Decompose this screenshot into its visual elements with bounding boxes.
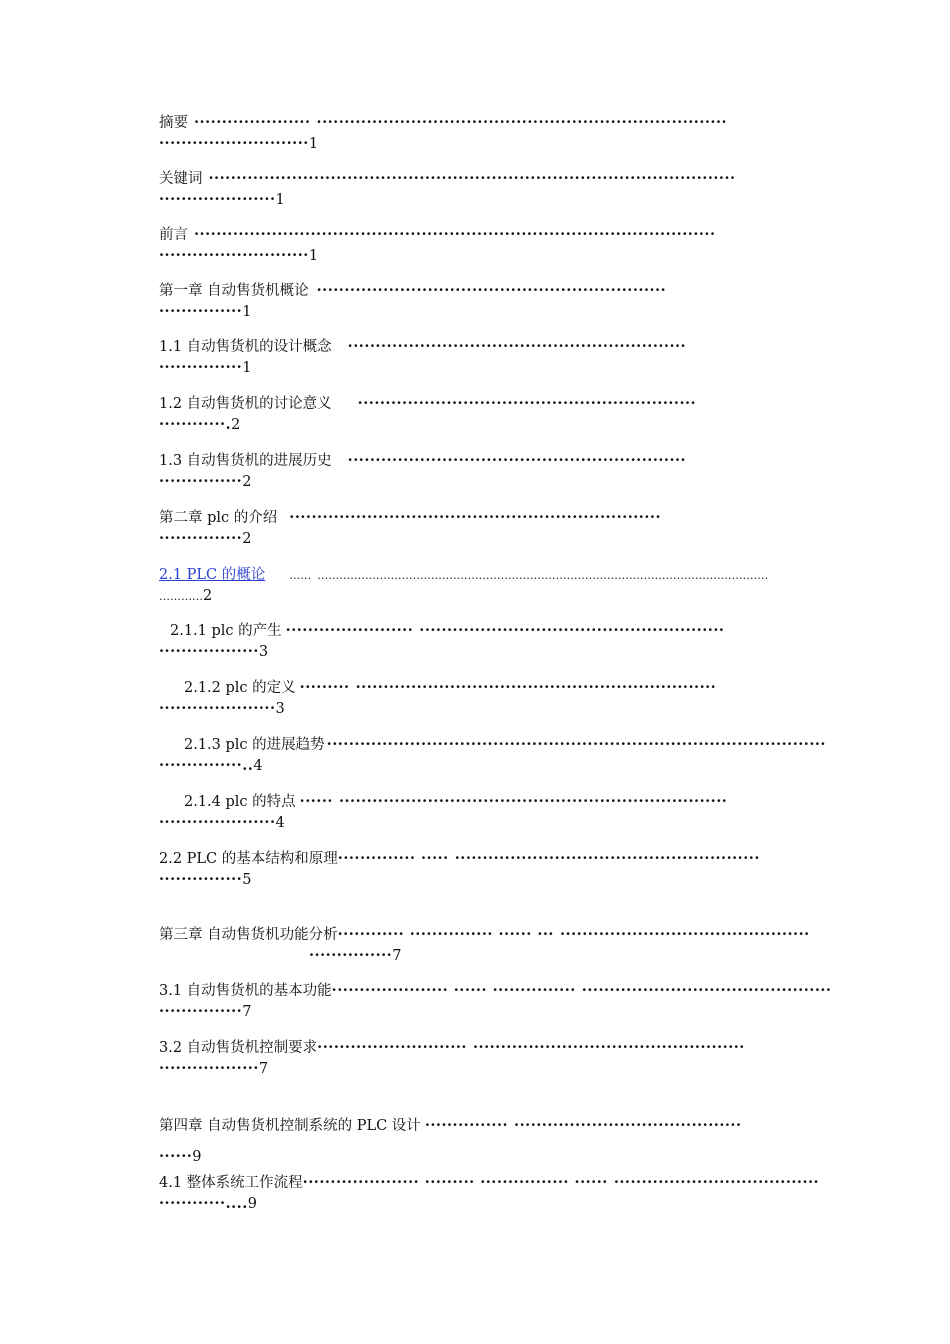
toc-page-number: 1 [242,360,252,376]
leader-dots: ············.... [159,1195,248,1212]
toc-entry [159,620,839,662]
toc-entry-title: 第三章 自动售货机功能分析 [159,927,338,943]
leader-dots: ······················································· [454,850,760,867]
leader-dots: ····················· [194,114,311,131]
toc-page-number: 2 [203,588,213,604]
toc-entry-continuation [159,870,839,890]
toc-entry-title: 第一章 自动售货机概论 [159,283,309,299]
toc-page-number: 5 [242,872,252,888]
toc-entry-line [159,507,839,529]
toc-entry-line [159,620,839,642]
leader-dots: ··································································· [289,509,661,526]
leader-dots: ············ ··············· ······ ··· [337,926,554,943]
toc-entry [159,924,839,966]
toc-entry [159,280,839,322]
toc-entry-title: 1.1 自动售货机的设计概念 [159,339,332,355]
toc-entry-line [159,564,839,586]
toc-page-number: 1 [242,304,252,320]
leader-dots: ··························· [317,1039,467,1056]
leader-dots: ··············· [159,530,243,547]
toc-entry-continuation [159,586,839,606]
toc-entry [159,1115,839,1167]
leader-dots: ············. [159,416,232,433]
toc-entry [159,1172,839,1214]
toc-page-number: 2 [231,417,241,433]
leader-dots: ··························· [159,135,309,152]
leader-dots: ····················· [159,814,276,831]
toc-entry [159,1037,839,1079]
leader-dots: ··············· [159,303,243,320]
leader-dots: ········································· [514,1117,742,1134]
toc-entry-continuation [159,642,839,662]
toc-entry-title: 3.1 自动售货机的基本功能 [159,983,332,999]
toc-entry-continuation [159,1059,839,1079]
leader-dots: ·························································································· [326,736,826,753]
leader-dots: ······································································ [338,793,728,810]
toc-entry-line [159,734,839,756]
leader-dots: ····················· ······ ··············· [331,982,576,999]
toc-page-number: 4 [275,815,285,831]
leader-dots: ····························································· [347,338,687,355]
leader-dots: ·········································································· [316,114,728,131]
leader-dots: ····························································· [357,395,697,412]
toc-entry-title: 2.1.4 plc 的特点 [184,794,296,810]
toc-entry-continuation [159,1002,839,1022]
toc-page-number: 1 [275,192,285,208]
leader-dots: ·················· [159,1060,259,1077]
toc-entry-line [159,168,839,190]
leader-dots: ····················· [159,700,276,717]
toc-entry-continuation [159,529,839,549]
toc-entry-title: 2.1.1 plc 的产生 [170,623,282,639]
leader-dots: …… [289,569,312,582]
leader-dots: ······················································· [419,622,725,639]
toc-entry-continuation [159,415,839,435]
leader-dots: ………… [159,590,203,603]
toc-entry-title: 第二章 plc 的介绍 [159,510,278,526]
toc-entry-continuation [159,1194,839,1214]
toc-entry-title: 2.2 PLC 的基本结构和原理 [159,851,338,867]
toc-entry-title: 关键词 [159,171,203,187]
leader-dots: ······························································································· [208,170,736,187]
toc-entry-title: 前言 [159,227,188,243]
toc-page-number: 2 [242,531,252,547]
leader-dots: ············································· [581,982,832,999]
leader-dots: ····················· ········· ················ ······ [302,1174,608,1191]
toc-entry-continuation [159,1147,839,1167]
leader-dots: ················································· [472,1039,745,1056]
toc-entry-title: 2.1.3 plc 的进展趋势 [184,737,325,753]
toc-entry-title: 3.2 自动售货机控制要求 [159,1040,318,1056]
leader-dots: ······················· [285,622,414,639]
toc-entry-continuation [159,246,839,266]
toc-entry-continuation [159,134,839,154]
toc-page-number: 1 [308,248,319,264]
toc-entry [159,168,839,210]
toc-entry-line [159,980,839,1002]
toc-entry-line [159,280,839,302]
toc-entry-continuation [159,813,839,833]
toc-entry [159,450,839,492]
toc-entry-title: 2.1.2 plc 的定义 [184,680,296,696]
leader-dots: ···············.. [159,757,254,774]
toc-page-number: 9 [247,1196,258,1212]
toc-entry [159,112,839,154]
toc-entry-line [159,112,839,134]
toc-entry [159,507,839,549]
toc-entry-line [159,1115,839,1137]
toc-page-number: 2 [242,474,252,490]
toc-entry-continuation [159,358,839,378]
toc-entry [159,791,839,833]
leader-dots: ··············· [159,359,243,376]
toc-entry-line [159,677,839,699]
leader-dots: ································································· [355,679,717,696]
toc-page-number: 3 [275,701,285,717]
leader-dots: ·················· [159,643,259,660]
toc-entry-title: 1.2 自动售货机的讨论意义 [159,396,332,412]
toc-page-number: 1 [308,136,319,152]
toc-entry-line [159,1172,839,1194]
toc-entry-continuation [159,302,839,322]
toc-entry [159,734,839,776]
leader-dots: ··························· [159,247,309,264]
toc-entry-line [159,336,839,358]
toc-entry [159,980,839,1022]
toc-entry-continuation [159,699,839,719]
leader-dots: ····················· [159,191,276,208]
leader-dots: ······ [299,793,333,810]
leader-dots: ······························································· [316,282,667,299]
leader-dots: ··············· [309,947,393,964]
toc-entry-continuation [159,756,839,776]
toc-entry-title: 摘要 [159,115,188,131]
toc-page-number: 3 [258,644,269,660]
leader-dots: ············································· [560,926,810,943]
leader-dots: ······ [159,1148,193,1165]
toc-entry-line [159,224,839,246]
toc-page-number: 7 [258,1061,269,1077]
toc-page-number: 7 [392,948,402,964]
leader-dots: ·············· ····· [337,850,449,867]
toc-entry-line [159,393,839,415]
toc-entry-line [159,1037,839,1059]
toc-entry-title: 4.1 整体系统工作流程 [159,1175,303,1191]
toc-entry-continuation [159,472,839,492]
toc-entry-line [159,450,839,472]
leader-dots: ··············· [159,871,243,888]
leader-dots: ····································· [613,1174,820,1191]
toc-entry [159,677,839,719]
toc-entry-line [159,924,839,946]
toc-entry-line [159,848,839,870]
toc-entry-title[interactable]: 2.1 PLC 的概论 [159,567,266,583]
toc-entry-title: 1.3 自动售货机的进展历史 [159,453,332,469]
leader-dots: ······························································································ [194,226,716,243]
toc-entry [159,393,839,435]
leader-dots: ········· [299,679,350,696]
leader-dots: ··············· [159,473,243,490]
toc-entry [159,224,839,266]
toc-entry [159,848,839,890]
toc-entry-continuation [159,190,839,210]
toc-entry-continuation [159,946,839,966]
leader-dots: ··············· [159,1003,243,1020]
toc-entry [159,336,839,378]
leader-dots: ··············· [424,1117,509,1134]
toc-entry-title: 第四章 自动售货机控制系统的 PLC 设计 [159,1118,421,1134]
toc-page-number: 9 [192,1149,202,1165]
toc-entry-line [159,791,839,813]
toc-page-number: 4 [253,758,263,774]
leader-dots: ····························································· [347,452,687,469]
toc-page-number: 7 [242,1004,252,1020]
toc-entry[interactable] [159,564,839,606]
leader-dots: …………………………………………………………………………………………………………… [317,569,769,582]
